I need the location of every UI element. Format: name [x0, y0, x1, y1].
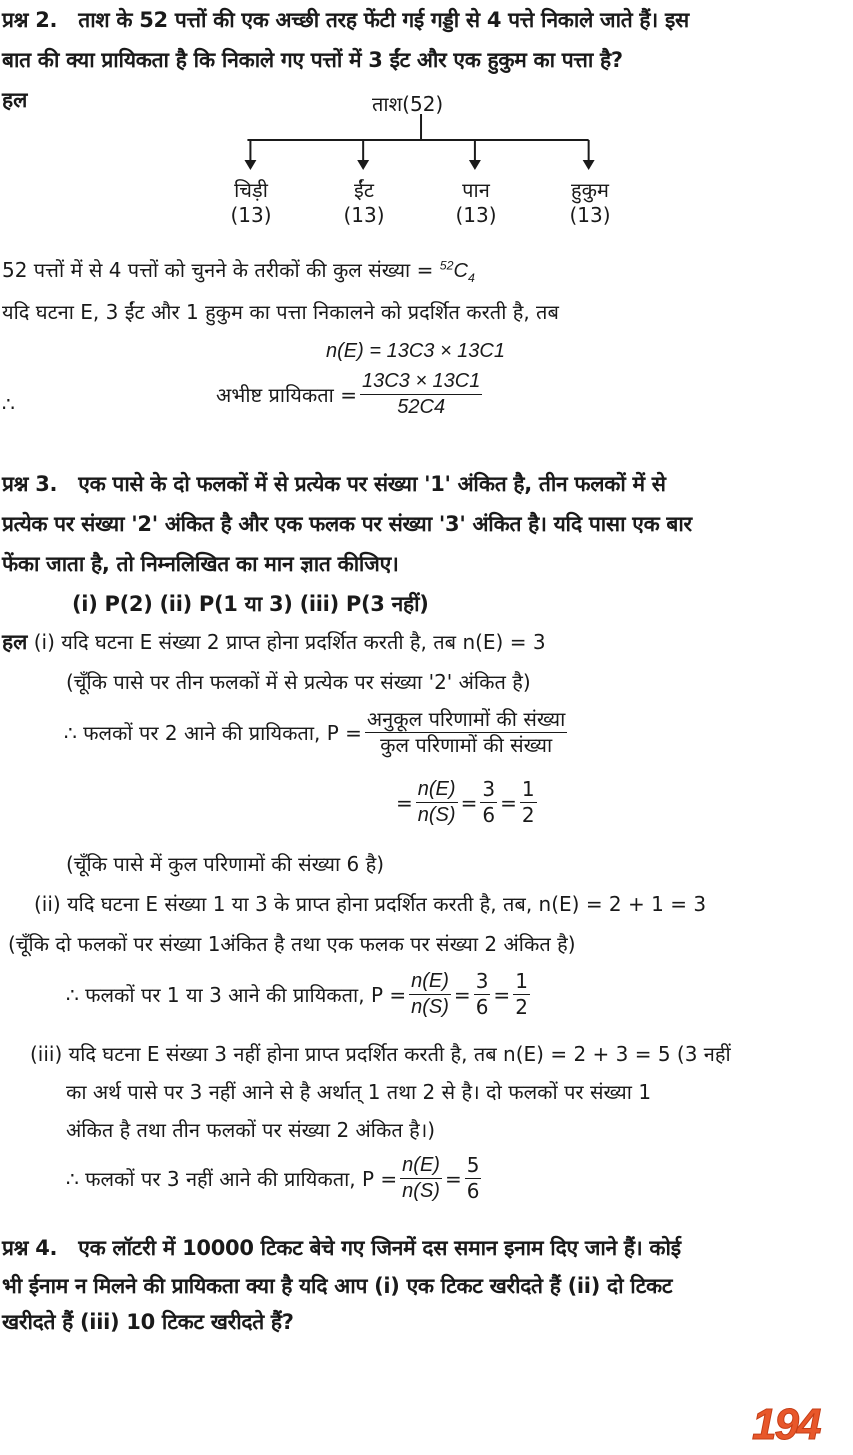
q2-text-1: ताश के 52 पत्तों की एक अच्छी तरह फेंटी गई गड्डी से 4 पत्ते निकाले जाते हैं। इस	[78, 8, 689, 32]
q2-total-ways-sup: 52	[439, 258, 454, 273]
q2-total-ways-text: 52 पत्तों में से 4 पत्तों को चुनने के तरीकों की कुल संख्या =	[2, 258, 434, 282]
tree-child-count: (13)	[455, 203, 497, 227]
q3-i-prob	[64, 708, 570, 757]
q4-text-1: एक लॉटरी में 10000 टिकट बेचे गए जिनमें दस समान इनाम दिए जाने हैं। कोई	[78, 1236, 681, 1260]
q2-line2: बात की क्या प्रायिकता है कि निकाले गए पत्तों में 3 ईंट और एक हुकुम का पत्ता है?	[2, 48, 623, 72]
fraction-numerator: 13C3 × 13C1	[360, 370, 482, 395]
q2-total-ways-sub: 4	[467, 271, 475, 285]
q4-label: प्रश्न 4.	[2, 1236, 58, 1260]
fraction-denominator: कुल परिणामों की संख्या	[380, 733, 553, 757]
q2-required-prob-label: अभीष्ट प्रायिकता =	[216, 383, 357, 407]
fraction-denominator: 52C4	[397, 396, 446, 418]
fraction-denominator: 6	[475, 995, 489, 1019]
fraction-numerator: अनुकूल परिणामों की संख्या	[366, 707, 566, 731]
fraction-denominator: n(S)	[417, 804, 456, 826]
fraction	[465, 1154, 482, 1203]
q2-solution-label: हल	[2, 88, 28, 112]
tree-child-name: चिड़ी	[234, 178, 268, 202]
q2-total-ways	[2, 256, 475, 285]
fraction	[513, 970, 530, 1019]
q3-i-prob-label: ∴ फलकों पर 2 आने की प्रायिकता, P =	[64, 721, 362, 745]
tree-connectors	[0, 0, 851, 240]
fraction-numerator: n(E)	[400, 1154, 442, 1179]
fraction-numerator: 3	[482, 777, 496, 801]
q3-solution-label: हल	[2, 630, 28, 654]
q2-event-text: यदि घटना E, 3 ईंट और 1 हुकुम का पत्ता निकालने को प्रदर्शित करती है, तब	[2, 300, 559, 324]
q2-nE-formula: n(E) = 13C3 × 13C1	[326, 340, 505, 362]
q3-i-prob-fraction	[365, 708, 567, 757]
tree-child-diamonds	[319, 176, 409, 227]
tree-child-count: (13)	[569, 203, 611, 227]
q3-iii-line3: अंकित है तथा तीन फलकों पर संख्या 2 अंकित है।)	[66, 1118, 436, 1142]
fraction	[480, 778, 497, 827]
q3-i-note2: (चूँकि पासे में कुल परिणामों की संख्या 6 है)	[66, 852, 385, 876]
tree-child-name: पान	[462, 178, 490, 202]
q3-ii-prob-label: ∴ फलकों पर 1 या 3 आने की प्रायिकता, P =	[66, 983, 407, 1007]
q4-line3: खरीदते हैं (iii) 10 टिकट खरीदते हैं?	[2, 1310, 294, 1334]
q2-required-prob-fraction	[360, 370, 482, 419]
q3-ii-note: (चूँकि दो फलकों पर संख्या 1अंकित है तथा एक फलक पर संख्या 2 अंकित है)	[8, 932, 576, 956]
q3-parts: (i) P(2) (ii) P(1 या 3) (iii) P(3 नहीं)	[72, 592, 429, 616]
q3-iii-prob-label: ∴ फलकों पर 3 नहीं आने की प्रायिकता, P =	[66, 1167, 398, 1191]
q2-label: प्रश्न 2.	[2, 8, 58, 32]
tree-child-spades	[545, 176, 635, 227]
tree-root: ताश(52)	[372, 92, 444, 116]
fraction	[409, 970, 451, 1019]
q2-required-prob	[216, 370, 485, 419]
fraction-denominator: n(S)	[402, 1180, 440, 1202]
fraction	[520, 778, 537, 827]
fraction-denominator: n(S)	[411, 996, 449, 1018]
fraction	[416, 778, 458, 827]
q3-i-eq: = $\frac{n(E)}{n(S)}$ = $\frac{3}{6}$ = $\frac{1}{2}$	[396, 777, 535, 827]
tree-child-hearts	[431, 176, 521, 227]
fraction-denominator: 6	[466, 1179, 480, 1203]
q3-i-note: (चूँकि पासे पर तीन फलकों में से प्रत्येक पर संख्या '2' अंकित है)	[66, 670, 531, 694]
q3-iii-line2: का अर्थ पासे पर 3 नहीं आने से है अर्थात् 1 तथा 2 से है। दो फलकों पर संख्या 1	[66, 1080, 652, 1104]
tree-child-name: हुकुम	[571, 178, 609, 202]
fraction-denominator: 2	[515, 995, 528, 1019]
q3-iii-line1: (iii) यदि घटना E संख्या 3 नहीं होना प्राप्त प्रदर्शित करती है, तब n(E) = 2 + 3 = 5 (3 नहीं	[30, 1042, 731, 1066]
q3-line2: प्रत्येक पर संख्या '2' अंकित है और एक फलक पर संख्या '3' अंकित है। यदि पासा एक बार	[2, 512, 692, 536]
fraction-numerator: 1	[521, 777, 535, 801]
fraction-numerator: 1	[515, 969, 528, 993]
q3-line3: फेंका जाता है, तो निम्नलिखित का मान ज्ञात कीजिए।	[2, 552, 399, 576]
tree-child-count: (13)	[230, 203, 272, 227]
fraction-numerator: n(E)	[416, 778, 458, 803]
q3-ii-prob: ∴ फलकों पर 1 या 3 आने की प्रायिकता, P = $\frac{n(E)}{n(S)}$ = $\frac{3}{6}$ = $\frac{1}{2}$	[66, 969, 528, 1019]
q3-ii-line: (ii) यदि घटना E संख्या 1 या 3 के प्राप्त होना प्रदर्शित करती है, तब, n(E) = 2 + 1 = 3	[34, 892, 707, 916]
q3-i-line	[2, 628, 546, 656]
fraction	[400, 1154, 442, 1203]
q3-text-1: एक पासे के दो फलकों में से प्रत्येक पर संख्या '1' अंकित है, तीन फलकों में से	[78, 472, 666, 496]
tree-child-count: (13)	[343, 203, 385, 227]
fraction-numerator: 5	[466, 1153, 480, 1177]
fraction-denominator: 6	[482, 803, 496, 827]
q4-line1	[2, 1234, 681, 1262]
q3-line1	[2, 470, 666, 498]
q2-total-ways-c: C	[453, 260, 468, 282]
therefore-symbol: ∴	[2, 392, 15, 416]
fraction-numerator: n(E)	[409, 970, 451, 995]
fraction	[474, 970, 491, 1019]
q4-line2: भी ईनाम न मिलने की प्रायिकता क्या है यदि आप (i) एक टिकट खरीदते हैं (ii) दो टिकट	[2, 1274, 673, 1298]
fraction-numerator: 3	[475, 969, 489, 993]
q3-label: प्रश्न 3.	[2, 472, 58, 496]
tree-child-name: ईंट	[354, 178, 374, 202]
tree-child-clubs	[206, 176, 296, 227]
fraction-denominator: 2	[521, 803, 535, 827]
page-number: 194	[752, 1400, 820, 1449]
q3-iii-prob: ∴ फलकों पर 3 नहीं आने की प्रायिकता, P = $\frac{n(E)}{n(S)}$ = $\frac{5}{6}$	[66, 1153, 480, 1203]
q3-i-text: (i) यदि घटना E संख्या 2 प्राप्त होना प्रदर्शित करती है, तब n(E) = 3	[33, 630, 546, 654]
